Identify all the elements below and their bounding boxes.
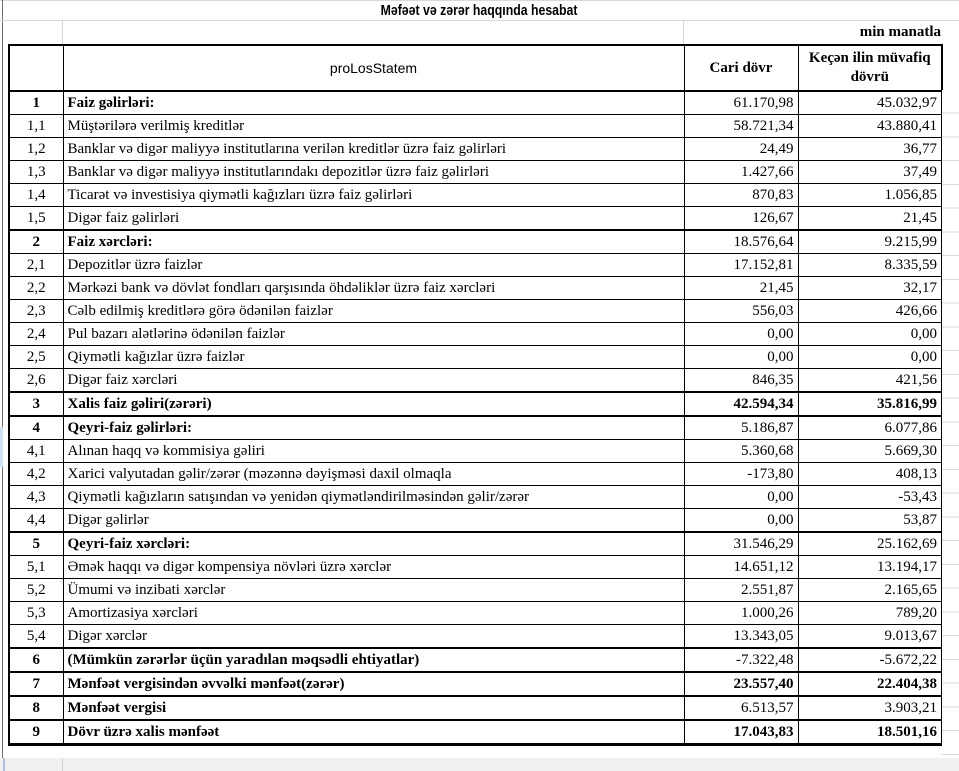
row-label-cell[interactable]: Qiymətli kağızlar üzrə faizlər <box>63 346 684 369</box>
previous-value-cell[interactable]: 21,45 <box>798 207 942 231</box>
row-number-cell[interactable]: 5,3 <box>9 602 63 625</box>
row-label-cell[interactable]: Cəlb edilmiş kreditlərə görə ödənilən faizlər <box>63 300 684 323</box>
row-label-cell[interactable]: Ümumi və inzibati xərclər <box>63 579 684 602</box>
row-number-cell[interactable]: 4 <box>9 416 63 440</box>
row-label-cell[interactable]: Mənfəət vergisindən əvvəlki mənfəət(zərər) <box>63 672 684 696</box>
current-value-cell[interactable]: 13.343,05 <box>684 625 798 649</box>
row-number-cell[interactable]: 1,2 <box>9 138 63 161</box>
row-label-cell[interactable]: Mənfəət vergisi <box>63 696 684 720</box>
previous-value-cell[interactable]: 426,66 <box>798 300 942 323</box>
row-label-cell[interactable]: Alınan haqq və kommisiya gəliri <box>63 440 684 463</box>
current-value-cell[interactable]: 61.170,98 <box>684 91 798 115</box>
sheet-left-selection-sliver <box>0 427 3 467</box>
table-row <box>9 392 942 416</box>
row-number-cell[interactable]: 4,1 <box>9 440 63 463</box>
table-row <box>9 625 942 649</box>
row-number-cell[interactable]: 4,2 <box>9 463 63 486</box>
previous-value-cell[interactable]: 18.501,16 <box>798 720 942 745</box>
table-row <box>9 602 942 625</box>
current-value-cell[interactable]: -7.322,48 <box>684 648 798 672</box>
previous-value-cell[interactable]: 22.404,38 <box>798 672 942 696</box>
current-value-cell[interactable]: 42.594,34 <box>684 392 798 416</box>
current-value-cell[interactable]: 126,67 <box>684 207 798 231</box>
table-row <box>9 369 942 393</box>
current-value-cell[interactable]: 870,83 <box>684 184 798 207</box>
row-number-cell[interactable]: 9 <box>9 720 63 745</box>
next-row-band-gridline <box>62 758 63 771</box>
row-number-cell[interactable]: 4,4 <box>9 509 63 533</box>
current-value-cell[interactable]: 17.152,81 <box>684 254 798 277</box>
previous-value-cell[interactable]: 789,20 <box>798 602 942 625</box>
right-margin-gridlines <box>942 90 959 756</box>
row-label-cell[interactable]: Xarici valyutadan gəlir/zərər (məzənnə dəyişməsi daxil olmaqla <box>63 463 684 486</box>
table-row <box>9 161 942 184</box>
table-row <box>9 579 942 602</box>
row-number-cell[interactable]: 5,4 <box>9 625 63 649</box>
header-previous-period-cell[interactable]: Keçən ilin müvafiq dövrü <box>798 45 942 91</box>
profit-loss-table <box>8 44 943 746</box>
current-value-cell[interactable]: 0,00 <box>684 509 798 533</box>
previous-value-cell[interactable]: 0,00 <box>798 346 942 369</box>
row-number-cell[interactable]: 2,3 <box>9 300 63 323</box>
current-value-cell[interactable]: 1.427,66 <box>684 161 798 184</box>
current-value-cell[interactable]: 5.360,68 <box>684 440 798 463</box>
row-label-cell[interactable]: Pul bazarı alətlərinə ödənilən faizlər <box>63 323 684 346</box>
report-title: Məfəət və zərər haqqında hesabat <box>381 2 578 19</box>
row-label-cell[interactable]: Depozitlər üzrə faizlər <box>63 254 684 277</box>
previous-value-cell[interactable]: 53,87 <box>798 509 942 533</box>
current-value-cell[interactable]: 556,03 <box>684 300 798 323</box>
row-label-cell[interactable]: Digər faiz gəlirləri <box>63 207 684 231</box>
current-value-cell[interactable]: 5.186,87 <box>684 416 798 440</box>
unit-note: min manatla <box>859 24 941 40</box>
table-row <box>9 486 942 509</box>
row-label-cell[interactable]: Ticarət və investisiya qiymətli kağızları üzrə faiz gəlirləri <box>63 184 684 207</box>
table-row <box>9 230 942 254</box>
row-label-cell[interactable]: Qeyri-faiz gəlirləri: <box>63 416 684 440</box>
previous-value-cell[interactable]: 35.816,99 <box>798 392 942 416</box>
row-label-cell[interactable]: Faiz xərcləri: <box>63 230 684 254</box>
previous-value-cell[interactable]: 9.013,67 <box>798 625 942 649</box>
previous-value-cell[interactable]: 8.335,59 <box>798 254 942 277</box>
unit-row-gridline <box>683 21 684 44</box>
current-value-cell[interactable]: 846,35 <box>684 369 798 393</box>
report-title-row <box>0 1 959 20</box>
current-value-cell[interactable]: 1.000,26 <box>684 602 798 625</box>
row-number-cell[interactable]: 2,1 <box>9 254 63 277</box>
header-empty-cell[interactable] <box>9 45 63 91</box>
previous-value-cell[interactable]: 45.032,97 <box>798 91 942 115</box>
previous-value-cell[interactable]: 32,17 <box>798 277 942 300</box>
current-value-cell[interactable]: 0,00 <box>684 323 798 346</box>
header-name-cell[interactable]: proLosStatem <box>63 45 684 91</box>
previous-value-cell[interactable]: 5.669,30 <box>798 440 942 463</box>
table-row <box>9 115 942 138</box>
table-header-row <box>9 45 942 91</box>
current-value-cell[interactable]: 2.551,87 <box>684 579 798 602</box>
table-row <box>9 440 942 463</box>
table-row <box>9 254 942 277</box>
row-number-cell[interactable]: 5,1 <box>9 556 63 579</box>
table-row <box>9 556 942 579</box>
row-label-cell[interactable]: Xalis faiz gəliri(zərəri) <box>63 392 684 416</box>
previous-value-cell[interactable]: 43.880,41 <box>798 115 942 138</box>
current-value-cell[interactable]: 6.513,57 <box>684 696 798 720</box>
header-current-period-cell[interactable]: Cari dövr <box>684 45 798 91</box>
row-label-cell[interactable]: Qiymətli kağızların satışından və yenidən qiymətləndirilməsindən gəlir/zərər <box>63 486 684 509</box>
row-label-cell[interactable]: Faiz gəlirləri: <box>63 91 684 115</box>
row-number-cell[interactable]: 6 <box>9 648 63 672</box>
previous-value-cell[interactable]: 421,56 <box>798 369 942 393</box>
pl-table-body <box>9 91 942 745</box>
next-row-band-blue-line <box>3 758 5 771</box>
row-label-cell[interactable]: Banklar və digər maliyyə institutlarındakı depozitlər üzrə faiz gəlirləri <box>63 161 684 184</box>
previous-value-cell[interactable]: 6.077,86 <box>798 416 942 440</box>
current-value-cell[interactable]: 21,45 <box>684 277 798 300</box>
row-number-cell[interactable]: 1,1 <box>9 115 63 138</box>
row-label-cell[interactable]: Müştərilərə verilmiş kreditlər <box>63 115 684 138</box>
row-label-cell[interactable]: (Mümkün zərərlər üçün yaradılan məqsədli ehtiyatlar) <box>63 648 684 672</box>
current-value-cell[interactable]: 0,00 <box>684 346 798 369</box>
row-label-cell[interactable]: Əmək haqqı və digər kompensiya növləri üzrə xərclər <box>63 556 684 579</box>
current-value-cell[interactable]: 18.576,64 <box>684 230 798 254</box>
row-number-cell[interactable]: 2,4 <box>9 323 63 346</box>
current-value-cell[interactable]: 14.651,12 <box>684 556 798 579</box>
next-row-band <box>0 758 959 771</box>
table-row <box>9 346 942 369</box>
previous-value-cell[interactable]: 408,13 <box>798 463 942 486</box>
table-row <box>9 207 942 231</box>
row-number-cell[interactable]: 2,5 <box>9 346 63 369</box>
row-number-cell[interactable]: 7 <box>9 672 63 696</box>
current-value-cell[interactable]: 17.043,83 <box>684 720 798 745</box>
row-number-cell[interactable]: 8 <box>9 696 63 720</box>
row-label-cell[interactable]: Digər xərclər <box>63 625 684 649</box>
table-row <box>9 184 942 207</box>
current-value-cell[interactable]: 24,49 <box>684 138 798 161</box>
current-value-cell[interactable]: 0,00 <box>684 486 798 509</box>
table-row <box>9 277 942 300</box>
current-value-cell[interactable]: 23.557,40 <box>684 672 798 696</box>
table-row <box>9 91 942 115</box>
table-row <box>9 323 942 346</box>
row-number-cell[interactable]: 3 <box>9 392 63 416</box>
table-row <box>9 532 942 556</box>
table-row <box>9 720 942 745</box>
row-label-cell[interactable]: Digər faiz xərcləri <box>63 369 684 393</box>
row-number-cell[interactable]: 1,4 <box>9 184 63 207</box>
row-number-cell[interactable]: 4,3 <box>9 486 63 509</box>
row-number-cell[interactable]: 2 <box>9 230 63 254</box>
row-label-cell[interactable]: Qeyri-faiz xərcləri: <box>63 532 684 556</box>
row-label-cell[interactable]: Banklar və digər maliyyə institutlarına verilən kreditlər üzrə faiz gəlirləri <box>63 138 684 161</box>
row-label-cell[interactable]: Mərkəzi bank və dövlət fondları qarşısında öhdəliklər üzrə faiz xərcləri <box>63 277 684 300</box>
previous-value-cell[interactable]: 25.162,69 <box>798 532 942 556</box>
row-number-cell[interactable]: 5 <box>9 532 63 556</box>
table-row <box>9 416 942 440</box>
previous-value-cell[interactable]: 0,00 <box>798 323 942 346</box>
unit-row-gridline <box>62 21 63 44</box>
row-number-cell[interactable]: 1,5 <box>9 207 63 231</box>
table-row <box>9 300 942 323</box>
row-number-cell[interactable]: 1 <box>9 91 63 115</box>
row-number-cell[interactable]: 1,3 <box>9 161 63 184</box>
row-label-cell[interactable]: Digər gəlirlər <box>63 509 684 533</box>
row-number-cell[interactable]: 2,2 <box>9 277 63 300</box>
sheet-left-edge-line <box>2 0 3 771</box>
previous-value-cell[interactable]: 3.903,21 <box>798 696 942 720</box>
previous-value-cell[interactable]: 37,49 <box>798 161 942 184</box>
previous-value-cell[interactable]: 9.215,99 <box>798 230 942 254</box>
table-row <box>9 648 942 672</box>
row-number-cell[interactable]: 2,6 <box>9 369 63 393</box>
previous-value-cell[interactable]: 36,77 <box>798 138 942 161</box>
table-row <box>9 463 942 486</box>
previous-value-cell[interactable]: 1.056,85 <box>798 184 942 207</box>
table-row <box>9 696 942 720</box>
table-row <box>9 138 942 161</box>
current-value-cell[interactable]: 58.721,34 <box>684 115 798 138</box>
previous-value-cell[interactable]: 13.194,17 <box>798 556 942 579</box>
row-number-cell[interactable]: 5,2 <box>9 579 63 602</box>
previous-value-cell[interactable]: -5.672,22 <box>798 648 942 672</box>
row-label-cell[interactable]: Dövr üzrə xalis mənfəət <box>63 720 684 745</box>
table-row <box>9 509 942 533</box>
current-value-cell[interactable]: 31.546,29 <box>684 532 798 556</box>
current-value-cell[interactable]: -173,80 <box>684 463 798 486</box>
previous-value-cell[interactable]: -53,43 <box>798 486 942 509</box>
previous-value-cell[interactable]: 2.165,65 <box>798 579 942 602</box>
row-label-cell[interactable]: Amortizasiya xərcləri <box>63 602 684 625</box>
table-row <box>9 672 942 696</box>
